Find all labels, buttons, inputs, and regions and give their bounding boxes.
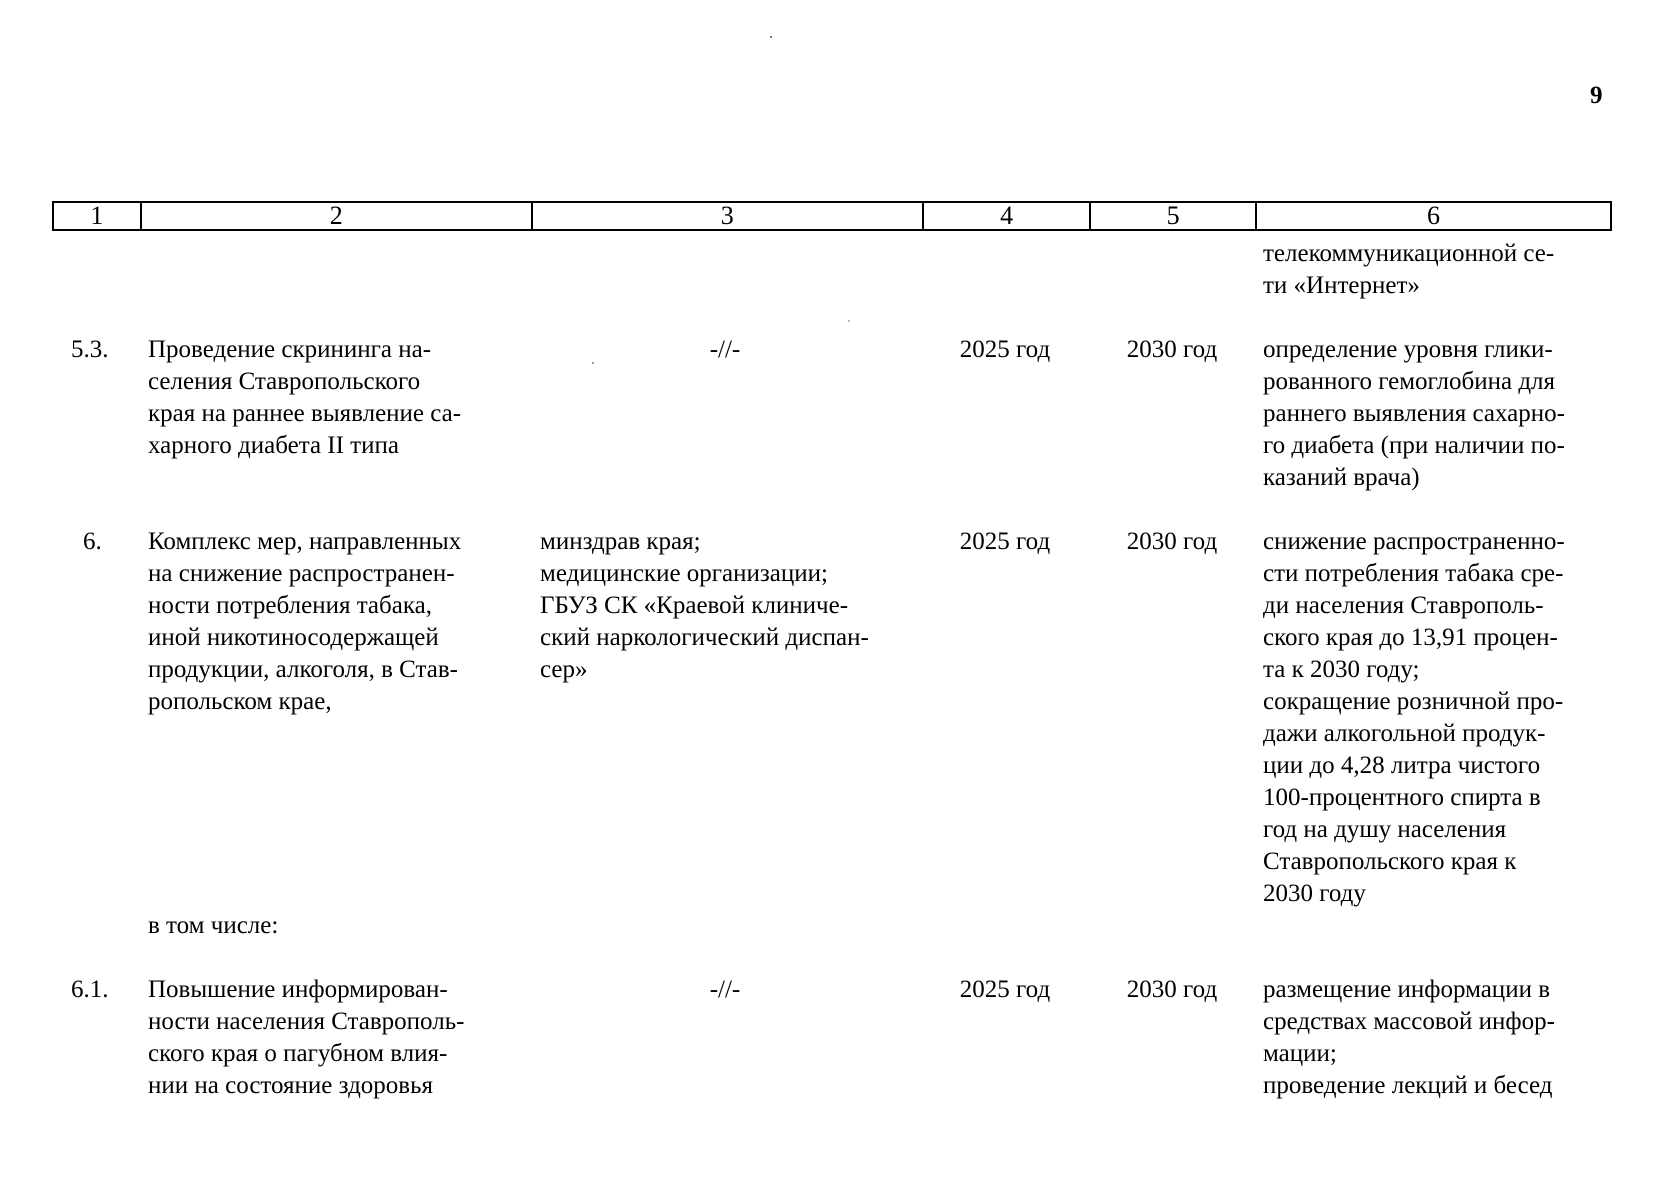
subheading: в том числе: — [148, 912, 279, 939]
cell-line: ского края до 13,91 процен- — [1263, 624, 1558, 651]
measure-cell — [148, 974, 510, 1102]
cell-line: ди населения Ставрополь- — [1263, 592, 1544, 619]
cell-line: Ставропольского края к — [1263, 848, 1517, 875]
responsible-cell: -//- — [709, 976, 741, 1003]
cell-line: Повышение информирован- — [148, 976, 448, 1003]
page-number: 9 — [1590, 82, 1603, 109]
cell-line: рованного гемоглобина для — [1263, 368, 1556, 395]
continuation-cell — [1263, 238, 1605, 302]
cell-line: 100-процентного спирта в — [1263, 784, 1541, 811]
cell-line: ского края о пагубном влия- — [148, 1040, 448, 1067]
cell-line: продукции, алкоголя, в Став- — [148, 656, 458, 683]
cell-line: размещение информации в — [1263, 976, 1550, 1003]
cell-line: селения Ставропольского — [148, 368, 421, 395]
cell-line: Проведение скрининга на- — [148, 336, 432, 363]
cell-line: год на душу населения — [1263, 816, 1507, 843]
cell-line: иной никотиносодержащей — [148, 624, 439, 651]
responsible-cell: -//- — [709, 336, 741, 363]
cell-line: ГБУЗ СК «Краевой клиниче- — [540, 592, 849, 619]
cell-line: ности населения Ставрополь- — [148, 1008, 465, 1035]
scan-artifact — [848, 320, 850, 322]
cell-line: сти потребления табака сре- — [1263, 560, 1564, 587]
cell-line: казаний врача) — [1263, 464, 1420, 491]
cell-line: нии на состояние здоровья — [148, 1072, 433, 1099]
cell-line: харного диабета II типа — [148, 432, 399, 459]
column-header: 5 — [1091, 203, 1257, 229]
cell-line: телекоммуникационной се- — [1263, 240, 1555, 267]
cell-line: на снижение распространен- — [148, 560, 455, 587]
cell-line: проведение лекций и бесед — [1263, 1072, 1553, 1099]
measure-cell — [148, 526, 510, 718]
row-number: 6.1. — [71, 976, 109, 1003]
cell-line: минздрав края; — [540, 528, 701, 555]
cell-line: определение уровня глики- — [1263, 336, 1553, 363]
column-header: 1 — [54, 203, 142, 229]
column-header: 2 — [142, 203, 533, 229]
end-year-cell: 2030 год — [1126, 528, 1218, 555]
cell-line: ти «Интернет» — [1263, 272, 1420, 299]
start-year-cell: 2025 год — [959, 976, 1051, 1003]
row-number: 5.3. — [71, 336, 109, 363]
cell-line: сер» — [540, 656, 588, 683]
table-header-row — [52, 201, 1612, 231]
cell-line: снижение распространенно- — [1263, 528, 1565, 555]
start-year-cell: 2025 год — [959, 528, 1051, 555]
column-header: 6 — [1426, 201, 1440, 230]
start-year-cell: 2025 год — [959, 336, 1051, 363]
measure-cell — [148, 334, 510, 462]
column-header: 3 — [533, 203, 924, 229]
cell-line: 2030 году — [1263, 880, 1366, 907]
row-number: 6. — [83, 528, 102, 555]
cell-line: сокращение розничной про- — [1263, 688, 1564, 715]
cell-line: ский наркологический диспан- — [540, 624, 869, 651]
responsible-cell — [540, 526, 910, 686]
column-header: 4 — [924, 203, 1092, 229]
cell-line: медицинские организации; — [540, 560, 828, 587]
end-year-cell: 2030 год — [1126, 336, 1218, 363]
cell-line: ропольском крае, — [148, 688, 332, 715]
result-cell — [1263, 974, 1605, 1102]
cell-line: средствах массовой инфор- — [1263, 1008, 1555, 1035]
cell-line: та к 2030 году; — [1263, 656, 1420, 683]
cell-line: края на раннее выявление са- — [148, 400, 462, 427]
cell-line: дажи алкогольной продук- — [1263, 720, 1546, 747]
result-cell — [1263, 334, 1605, 494]
scan-artifact — [770, 36, 772, 38]
end-year-cell: 2030 год — [1126, 976, 1218, 1003]
cell-line: раннего выявления сахарно- — [1263, 400, 1565, 427]
cell-line: го диабета (при наличии по- — [1263, 432, 1565, 459]
cell-line: ции до 4,28 литра чистого — [1263, 752, 1541, 779]
cell-line: Комплекс мер, направленных — [148, 528, 462, 555]
cell-line: ности потребления табака, — [148, 592, 432, 619]
cell-line: мации; — [1263, 1040, 1337, 1067]
result-cell — [1263, 526, 1605, 910]
